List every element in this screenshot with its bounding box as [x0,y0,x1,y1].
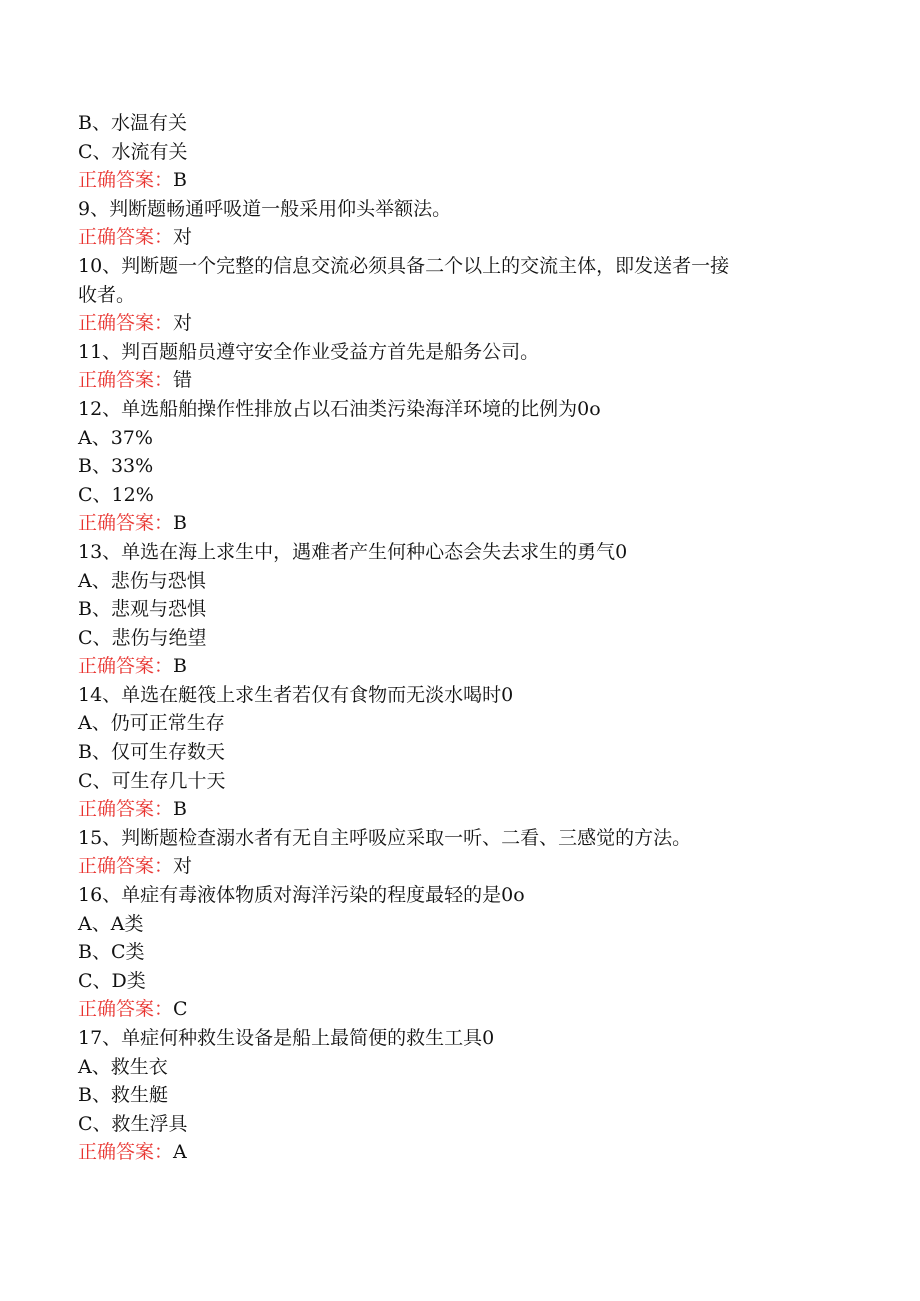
option-line: B、33% [78,455,154,478]
question-line: 9、判断题畅通呼吸道一般采用仰头举额法。 [78,197,452,220]
answer-label: 正确答案： [78,312,174,335]
answer-label: 正确答案： [78,998,174,1021]
answer-value: 错 [173,369,193,392]
answer-value: B [173,169,187,192]
question-line: 11、判百题船员遵守安全作业受益方首先是船务公司。 [78,340,540,363]
question-line: 12、单选船舶操作性排放占以石油类污染海洋环境的比例为0o [78,397,601,420]
answer-label: 正确答案： [78,226,174,249]
answer-line [78,1138,838,1167]
answer-label: 正确答案： [78,855,174,878]
option-line: C、救生浮具 [78,1112,188,1135]
answer-label: 正确答案： [78,512,174,535]
option-line: A、悲伤与恐惧 [78,569,206,592]
answer-line [78,795,838,824]
question-line: 17、单症何种救生设备是船上最简便的救生工具0 [78,1027,495,1049]
answer-line [78,166,838,195]
option-line: B、救生艇 [78,1084,168,1107]
answer-label: 正确答案： [78,1141,174,1164]
answer-value: B [173,512,187,535]
question-line: 15、判断题检查溺水者有无自主呼吸应采取一听、二看、三感觉的方法。 [78,826,692,849]
answer-value: 对 [173,312,193,335]
option-line: C、水流有关 [78,140,188,163]
option-line: C、可生存几十天 [78,769,226,792]
answer-label: 正确答案： [78,169,174,192]
option-line: B、水温有关 [78,112,187,134]
answer-value: B [173,655,187,678]
answer-label: 正确答案： [78,655,174,678]
answer-line [78,995,838,1024]
answer-label: 正确答案： [78,369,174,392]
answer-line [78,652,838,681]
option-line: C、12% [78,483,154,506]
answer-line [78,223,838,252]
answer-line [78,366,838,395]
question-line: 16、单症有毒液体物质对海洋污染的程度最轻的是0o [78,884,525,907]
answer-line [78,852,838,881]
option-line: A、救生衣 [78,1055,168,1078]
answer-label: 正确答案： [78,798,174,821]
option-line: B、悲观与恐惧 [78,598,206,621]
option-line: A、A类 [78,912,144,935]
document-page [78,109,838,1167]
question-line: 14、单选在艇筏上求生者若仅有食物而无淡水喝时0 [78,683,514,706]
answer-value: C [173,998,188,1021]
option-line: B、C类 [78,941,145,964]
question-line: 10、判断题一个完整的信息交流必须具备二个以上的交流主体，即发送者一接 [78,254,730,277]
answer-line [78,309,838,338]
option-line: B、仅可生存数天 [78,741,225,764]
option-line: A、37% [78,426,153,449]
answer-value: B [173,798,187,821]
answer-value: 对 [173,855,193,878]
option-line: C、悲伤与绝望 [78,626,207,649]
answer-value: 对 [173,226,193,249]
question-line: 13、单选在海上求生中，遇难者产生何种心态会失去求生的勇气0 [78,540,628,563]
option-line: C、D类 [78,969,146,992]
answer-line [78,509,838,538]
option-line: A、仍可正常生存 [78,712,225,735]
answer-value: A [173,1141,187,1164]
question-line: 收者。 [78,283,136,306]
